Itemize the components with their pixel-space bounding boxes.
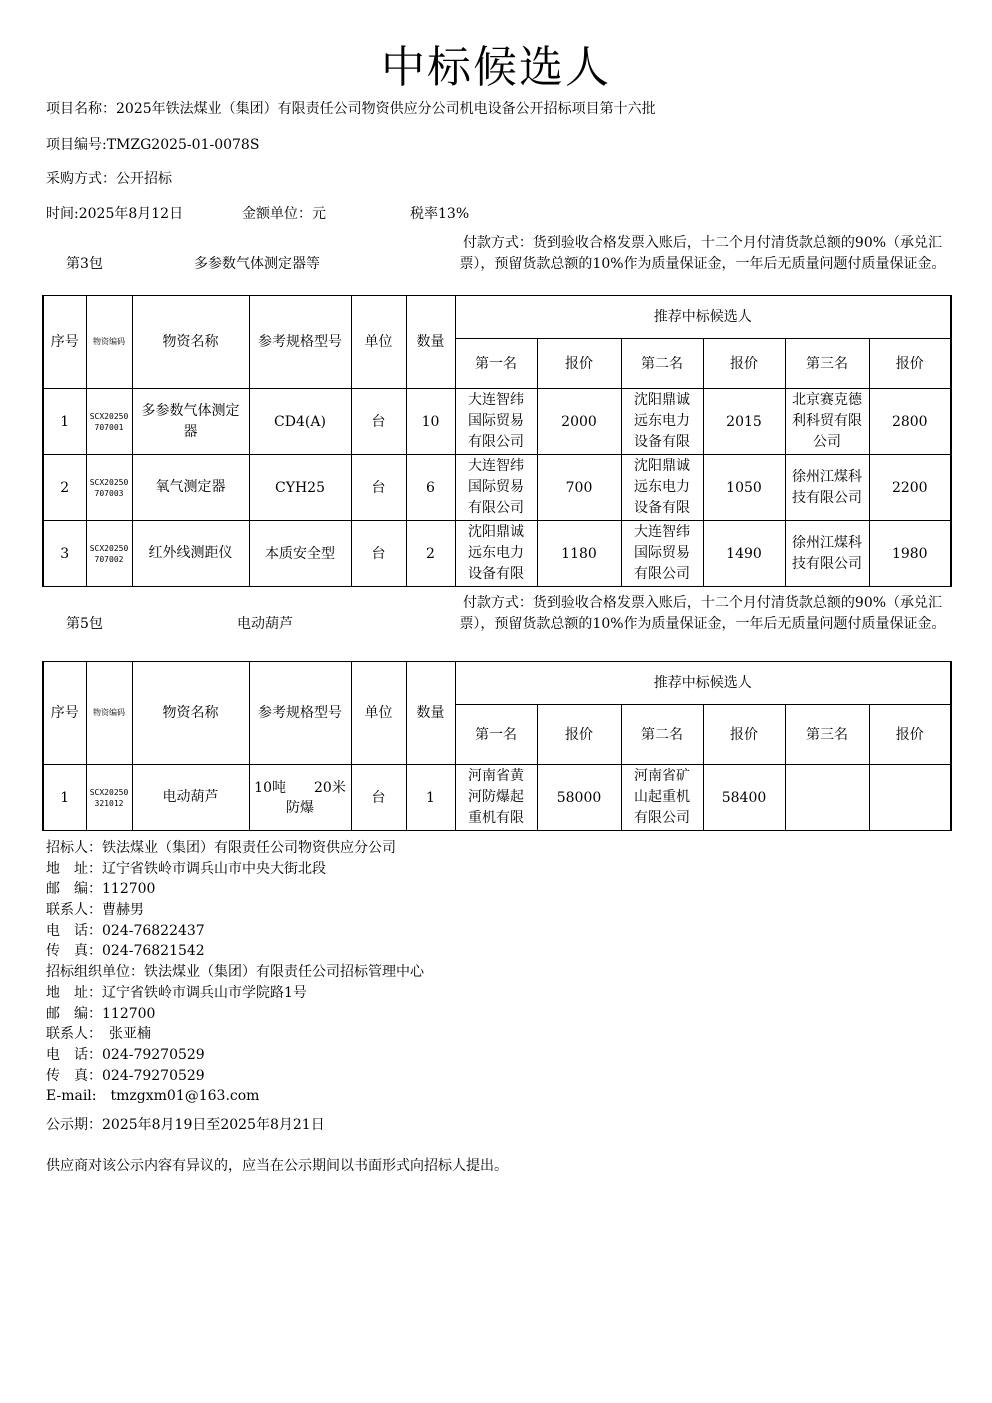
cell-third-company: 北京赛克德利科贸有限公司	[785, 389, 869, 455]
header-first: 第一名	[455, 339, 537, 389]
cell-code: SCX20250321012	[86, 765, 132, 831]
cell-spec: 本质安全型	[249, 521, 351, 587]
cell-qty: 10	[406, 389, 455, 455]
contact-line: 邮 编：112700	[46, 1005, 156, 1022]
cell-code: SCX20250707002	[86, 521, 132, 587]
contact-line: 电 话：024-79270529	[46, 1046, 205, 1063]
header-price: 报价	[703, 705, 785, 765]
header-seq: 序号	[43, 296, 86, 389]
package-5-table	[42, 661, 952, 831]
cell-seq: 1	[43, 389, 86, 455]
table-row	[43, 765, 951, 831]
package-number: 第5包	[66, 616, 103, 632]
cell-second-price: 1490	[703, 521, 785, 587]
cell-first-price: 700	[537, 455, 621, 521]
cell-third-company: 徐州江煤科技有限公司	[785, 521, 869, 587]
spec-part: 防爆	[286, 799, 314, 816]
cell-first-company: 沈阳鼎诚远东电力设备有限	[455, 521, 537, 587]
payment-terms: 付款方式：货到验收合格发票入账后，十二个月付清货款总额的90%（承兑汇票），预留货款总额的10%作为质量保证金，一年后无质量问题付质量保证金。	[459, 235, 946, 272]
table-row	[43, 389, 951, 455]
tax-rate: 税率13%	[410, 206, 470, 222]
header-spec: 参考规格型号	[249, 662, 351, 765]
cell-third-company: 徐州江煤科技有限公司	[785, 455, 869, 521]
contact-block	[46, 838, 424, 1107]
cell-second-company: 大连智纬国际贸易有限公司	[621, 521, 703, 587]
header-name: 物资名称	[132, 296, 249, 389]
cell-second-price: 1050	[703, 455, 785, 521]
header-unit: 单位	[351, 662, 406, 765]
cell-qty: 6	[406, 455, 455, 521]
contact-line: 传 真：024-76821542	[46, 943, 205, 960]
cell-second-price: 58400	[703, 765, 785, 831]
payment-terms: 付款方式：货到验收合格发票入账后，十二个月付清货款总额的90%（承兑汇票），预留货款总额的10%作为质量保证金，一年后无质量问题付质量保证金。	[459, 595, 946, 632]
package-3-table	[42, 295, 952, 587]
cell-code: SCX20250707001	[86, 389, 132, 455]
header-price: 报价	[703, 339, 785, 389]
cell-spec	[249, 765, 351, 831]
cell-third-company	[785, 765, 869, 831]
cell-name: 电动葫芦	[132, 765, 249, 831]
table-row	[43, 455, 951, 521]
header-price: 报价	[537, 705, 621, 765]
announcement-time: 时间:2025年8月12日	[46, 206, 184, 222]
header-price: 报价	[869, 705, 951, 765]
cell-first-price: 1180	[537, 521, 621, 587]
cell-unit: 台	[351, 389, 406, 455]
procurement-method: 采购方式：公开招标	[46, 171, 172, 187]
header-unit: 单位	[351, 296, 406, 389]
cell-first-company: 大连智纬国际贸易有限公司	[455, 389, 537, 455]
header-third: 第三名	[785, 339, 869, 389]
package-name: 电动葫芦	[237, 616, 293, 632]
notice-period: 公示期：2025年8月19日至2025年8月21日	[46, 1117, 325, 1133]
header-code: 物资编码	[86, 296, 132, 389]
header-spec: 参考规格型号	[249, 296, 351, 389]
header-price: 报价	[537, 339, 621, 389]
cell-second-price: 2015	[703, 389, 785, 455]
cell-seq: 3	[43, 521, 86, 587]
cell-third-price	[869, 765, 951, 831]
header-qty: 数量	[406, 296, 455, 389]
contact-line: 招标组织单位：铁法煤业（集团）有限责任公司招标管理中心	[46, 964, 424, 981]
contact-line: 传 真：024-79270529	[46, 1067, 205, 1084]
cell-spec: CD4(A)	[249, 389, 351, 455]
header-second: 第二名	[621, 705, 703, 765]
project-name: 项目名称：2025年铁法煤业（集团）有限责任公司物资供应分公司机电设备公开招标项目第十六批	[46, 101, 656, 117]
amount-unit: 金额单位：元	[242, 206, 326, 222]
cell-unit: 台	[351, 521, 406, 587]
header-third: 第三名	[785, 705, 869, 765]
cell-code: SCX20250707003	[86, 455, 132, 521]
cell-first-price: 58000	[537, 765, 621, 831]
objection-notice: 供应商对该公示内容有异议的，应当在公示期间以书面形式向招标人提出。	[46, 1158, 508, 1174]
cell-first-price: 2000	[537, 389, 621, 455]
header-recommend: 推荐中标候选人	[455, 296, 951, 339]
cell-third-price: 2200	[869, 455, 951, 521]
header-code: 物资编码	[86, 662, 132, 765]
contact-line: 地 址：辽宁省铁岭市调兵山市学院路1号	[46, 984, 307, 1001]
cell-first-company: 大连智纬国际贸易有限公司	[455, 455, 537, 521]
header-seq: 序号	[43, 662, 86, 765]
cell-seq: 2	[43, 455, 86, 521]
table-row	[43, 521, 951, 587]
header-name: 物资名称	[132, 662, 249, 765]
cell-unit: 台	[351, 455, 406, 521]
cell-second-company: 沈阳鼎诚远东电力设备有限	[621, 389, 703, 455]
contact-line: E-mail: tmzgxm01@163.com	[46, 1088, 260, 1105]
cell-unit: 台	[351, 765, 406, 831]
contact-line: 邮 编：112700	[46, 881, 156, 898]
contact-line: 地 址：辽宁省铁岭市调兵山市中央大街北段	[46, 860, 326, 877]
cell-third-price: 1980	[869, 521, 951, 587]
contact-line: 电 话：024-76822437	[46, 922, 205, 939]
cell-name: 氧气测定器	[132, 455, 249, 521]
spec-part: 20米	[314, 779, 346, 796]
header-first: 第一名	[455, 705, 537, 765]
page-title: 中标候选人	[381, 42, 611, 93]
cell-qty: 2	[406, 521, 455, 587]
cell-second-company: 河南省矿山起重机有限公司	[621, 765, 703, 831]
cell-spec: CYH25	[249, 455, 351, 521]
cell-name: 多参数气体测定器	[132, 389, 249, 455]
cell-qty: 1	[406, 765, 455, 831]
header-price: 报价	[869, 339, 951, 389]
spec-part: 10吨	[254, 779, 286, 796]
header-recommend: 推荐中标候选人	[455, 662, 951, 705]
cell-second-company: 沈阳鼎诚远东电力设备有限	[621, 455, 703, 521]
cell-name: 红外线测距仪	[132, 521, 249, 587]
header-second: 第二名	[621, 339, 703, 389]
cell-seq: 1	[43, 765, 86, 831]
contact-line: 联系人：曹赫男	[46, 902, 144, 919]
package-name: 多参数气体测定器等	[194, 256, 320, 272]
cell-third-price: 2800	[869, 389, 951, 455]
package-number: 第3包	[66, 256, 103, 272]
project-number: 项目编号:TMZG2025-01-0078S	[46, 137, 260, 153]
contact-line: 联系人： 张亚楠	[46, 1026, 151, 1043]
cell-first-company: 河南省黄河防爆起重机有限	[455, 765, 537, 831]
contact-line: 招标人：铁法煤业（集团）有限责任公司物资供应分公司	[46, 840, 396, 856]
header-qty: 数量	[406, 662, 455, 765]
